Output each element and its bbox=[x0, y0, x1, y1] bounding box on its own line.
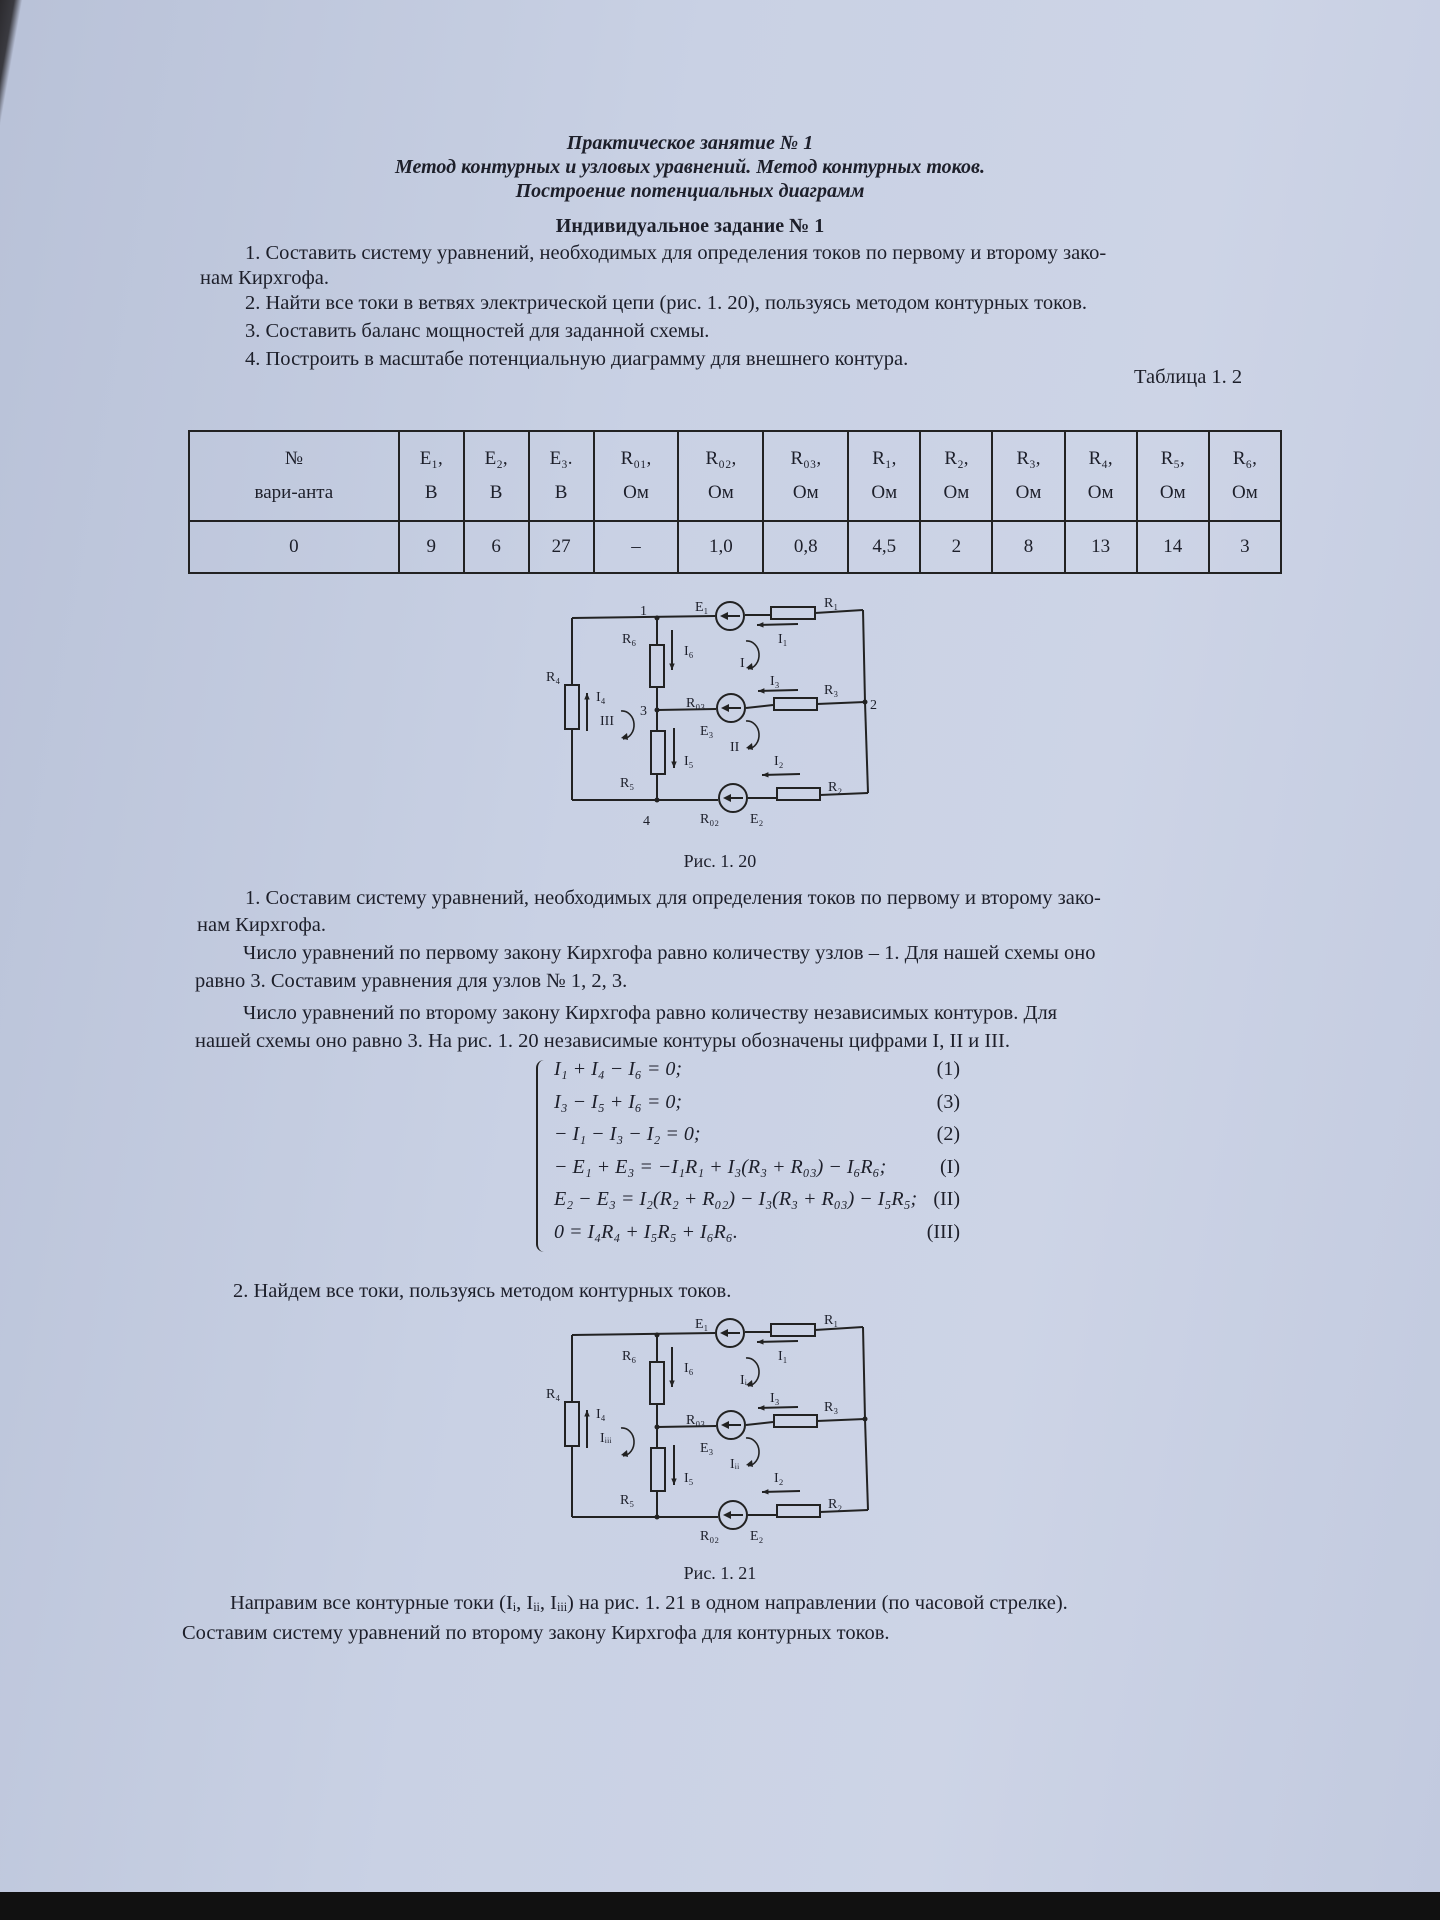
topic-line-1: Метод контурных и узловых уравнений. Метод контурных токов. bbox=[395, 156, 985, 178]
resistor-r3 bbox=[774, 698, 817, 710]
node-dot bbox=[655, 1425, 660, 1430]
resistor-r4 bbox=[565, 1402, 579, 1446]
circuit-diagram-1-21 bbox=[540, 1302, 900, 1552]
header-text: Ом bbox=[1159, 482, 1186, 503]
table-header-cell bbox=[594, 431, 679, 521]
label-i6: I₆ bbox=[684, 1361, 694, 1376]
table-cell: – bbox=[594, 521, 679, 573]
header-text: Ом bbox=[943, 482, 970, 503]
label-r5: R₅ bbox=[620, 776, 635, 791]
node-dot bbox=[655, 616, 660, 621]
wire bbox=[746, 705, 773, 708]
loop-direction-icon bbox=[746, 1438, 759, 1466]
equation-system bbox=[540, 1058, 960, 1253]
assignment-title: Индивидуальное задание № 1 bbox=[555, 215, 825, 237]
wire bbox=[815, 610, 863, 613]
figure-caption-1-21: Рис. 1. 21 bbox=[683, 1563, 757, 1583]
arrowhead-icon bbox=[621, 1450, 628, 1457]
header-text: Ом bbox=[1087, 482, 1114, 503]
table-row bbox=[189, 521, 1281, 573]
table-cell: 13 bbox=[1065, 521, 1137, 573]
table-header-cell bbox=[678, 431, 763, 521]
arrowhead-icon bbox=[746, 743, 753, 750]
equation-text: − E₁ + E₃ = −I₁R₁ + I₃(R₃ + R₀₃) − I₆R₆; bbox=[554, 1155, 887, 1178]
table-header-cell bbox=[1065, 431, 1137, 521]
label-r1: R₁ bbox=[824, 596, 839, 611]
equation-tag: (3) bbox=[936, 1090, 960, 1113]
resistor-r4 bbox=[565, 685, 579, 729]
equation-row bbox=[540, 1156, 960, 1189]
label-r1: R₁ bbox=[824, 1313, 839, 1328]
header-text: R₄, bbox=[1088, 448, 1113, 469]
table-header-cell bbox=[848, 431, 920, 521]
wire bbox=[817, 702, 865, 704]
arrowhead-icon bbox=[746, 1460, 753, 1467]
header-text: R₁, bbox=[872, 448, 897, 469]
table-cell: 2 bbox=[920, 521, 992, 573]
node-dot bbox=[655, 1515, 660, 1520]
arrowhead-icon bbox=[758, 1405, 765, 1410]
label-i5: I₅ bbox=[684, 1471, 694, 1486]
node-dot bbox=[655, 708, 660, 713]
table-cell: 6 bbox=[464, 521, 529, 573]
label-r3: R₃ bbox=[824, 683, 839, 698]
label-r2: R₂ bbox=[828, 780, 843, 795]
table-header-cell bbox=[529, 431, 594, 521]
label-r03: R₀₃ bbox=[686, 696, 706, 711]
header-text: В bbox=[424, 482, 438, 503]
arrowhead-icon bbox=[584, 693, 589, 699]
label-i3: I₃ bbox=[770, 1391, 780, 1406]
table-cell: 9 bbox=[399, 521, 464, 573]
arrowhead-icon bbox=[720, 612, 728, 620]
arrowhead-icon bbox=[669, 664, 674, 670]
label-r3: R₃ bbox=[824, 1400, 839, 1415]
label-r02: R₀₂ bbox=[700, 812, 720, 827]
wire bbox=[746, 1422, 773, 1425]
arrowhead-icon bbox=[723, 794, 731, 802]
resistor-r6 bbox=[650, 1362, 664, 1404]
table-cell: 27 bbox=[529, 521, 594, 573]
arrowhead-icon bbox=[671, 1479, 676, 1485]
header-text: Ом bbox=[1015, 482, 1042, 503]
resistor-r3 bbox=[774, 1415, 817, 1427]
label-r6: R₆ bbox=[622, 1349, 637, 1364]
section2-heading: 2. Найдем все токи, пользуясь методом контурных токов. bbox=[233, 1280, 732, 1302]
equation-text: I₃ − I₅ + I₆ = 0; bbox=[554, 1090, 682, 1113]
header-text: E₃. bbox=[549, 448, 573, 469]
arrowhead-icon bbox=[757, 622, 764, 627]
resistor-r2 bbox=[777, 788, 820, 800]
table-header-cell bbox=[464, 431, 529, 521]
equation-text: − I₁ − I₃ − I₂ = 0; bbox=[554, 1123, 701, 1145]
table-header-cell bbox=[763, 431, 848, 521]
task-2: 2. Найти все токи в ветвях электрической цепи (рис. 1. 20), пользуясь методом контурных токов. bbox=[245, 292, 1088, 314]
header-text: R₂, bbox=[944, 448, 969, 469]
wire bbox=[815, 1327, 863, 1330]
label-e2: E₂ bbox=[750, 1529, 764, 1544]
loop-direction-icon bbox=[746, 721, 759, 749]
task-3: 3. Составить баланс мощностей для заданной схемы. bbox=[245, 320, 710, 342]
header-text: № bbox=[284, 448, 303, 469]
table-caption: Таблица 1. 2 bbox=[1134, 366, 1243, 388]
equation-text: E₂ − E₃ = I₂(R₂ + R₀₂) − I₃(R₃ + R₀₃) − I₅R₅; bbox=[554, 1188, 918, 1210]
header-text: R₀₂, bbox=[705, 448, 737, 469]
arrowhead-icon bbox=[671, 762, 676, 768]
equation-tag: (II) bbox=[933, 1188, 960, 1210]
loop-direction-icon bbox=[621, 1428, 634, 1456]
header-text: R₆, bbox=[1232, 448, 1257, 469]
wire bbox=[863, 610, 865, 702]
label-l1: I bbox=[740, 656, 745, 671]
closing-line-1: Направим все контурные токи (Iᵢ, Iᵢᵢ, Iᵢᵢᵢ) на рис. 1. 21 в одном направлении (по часовой стрелке). bbox=[230, 1592, 1068, 1614]
table-header-cell bbox=[189, 431, 399, 521]
header-text: R₃, bbox=[1016, 448, 1041, 469]
table-header-cell bbox=[1209, 431, 1281, 521]
label-r02: R₀₂ bbox=[700, 1529, 720, 1544]
header-text: R₀₁, bbox=[620, 448, 652, 469]
label-l1: Iᵢ bbox=[740, 1373, 747, 1388]
label-e3: E₃ bbox=[700, 1441, 714, 1456]
header-text: E₁, bbox=[419, 448, 443, 469]
label-r6: R₆ bbox=[622, 632, 637, 647]
table-cell: 1,0 bbox=[678, 521, 763, 573]
section1-line-1: 1. Составим систему уравнений, необходимых для определения токов по первому и второму зако- bbox=[245, 887, 1101, 909]
arrowhead-icon bbox=[721, 704, 729, 712]
label-r4: R₄ bbox=[546, 1387, 561, 1402]
section1-line-3: Число уравнений по первому закону Кирхгофа равно количеству узлов – 1. Для нашей схемы оно bbox=[243, 942, 1096, 964]
arrowhead-icon bbox=[758, 688, 765, 693]
label-n3: 3 bbox=[640, 704, 647, 719]
label-l2: Iᵢᵢ bbox=[730, 1457, 740, 1472]
table-cell: 8 bbox=[992, 521, 1064, 573]
section1-line-4: равно 3. Составим уравнения для узлов № 1, 2, 3. bbox=[195, 970, 628, 992]
arrowhead-icon bbox=[720, 1329, 728, 1337]
figure-caption-1-20: Рис. 1. 20 bbox=[683, 851, 757, 871]
task-1: 1. Составить систему уравнений, необходимых для определения токов по первому и второму зако- bbox=[245, 242, 1107, 264]
label-r4: R₄ bbox=[546, 670, 561, 685]
node-dot bbox=[863, 1417, 868, 1422]
loop-direction-icon bbox=[746, 1358, 759, 1386]
header-text: В bbox=[554, 482, 568, 503]
wire bbox=[572, 1333, 715, 1335]
wire bbox=[865, 1419, 868, 1510]
arrowhead-icon bbox=[723, 1511, 731, 1519]
task-1-cont: нам Кирхгофа. bbox=[200, 267, 329, 289]
table-header-cell bbox=[1137, 431, 1209, 521]
resistor-r2 bbox=[777, 1505, 820, 1517]
arrowhead-icon bbox=[584, 1410, 589, 1416]
wire bbox=[865, 702, 868, 793]
resistor-r5 bbox=[651, 731, 665, 774]
lesson-title: Практическое занятие № 1 bbox=[566, 132, 814, 154]
equation-row bbox=[540, 1058, 960, 1091]
label-l3: Iᵢᵢᵢ bbox=[600, 1431, 612, 1446]
table-cell: 0 bbox=[189, 521, 399, 573]
arrowhead-icon bbox=[721, 1421, 729, 1429]
label-e1: E₁ bbox=[695, 1317, 709, 1332]
section1-line-5: Число уравнений по второму закону Кирхгофа равно количеству независимых контуров. Для bbox=[243, 1002, 1058, 1024]
table-header-cell bbox=[920, 431, 992, 521]
header-text: R₀₃, bbox=[790, 448, 822, 469]
header-text: E₂, bbox=[484, 448, 508, 469]
equation-tag: (I) bbox=[940, 1155, 960, 1178]
section1-line-6: нашей схемы оно равно 3. На рис. 1. 20 независимые контуры обозначены цифрами I, II и III. bbox=[195, 1030, 1010, 1052]
node-dot bbox=[655, 1333, 660, 1338]
variant-table bbox=[188, 430, 1282, 574]
header-text: Ом bbox=[1232, 482, 1258, 503]
arrowhead-icon bbox=[762, 1489, 769, 1494]
arrowhead-icon bbox=[621, 733, 628, 740]
header-text: Ом bbox=[623, 482, 649, 503]
equation-text: 0 = I₄R₄ + I₅R₅ + I₆R₆. bbox=[554, 1220, 738, 1243]
equation-row bbox=[540, 1123, 960, 1156]
table-cell: 0,8 bbox=[763, 521, 848, 573]
equation-text: I₁ + I₄ − I₆ = 0; bbox=[554, 1058, 682, 1080]
topic-line-2: Построение потенциальных диаграмм bbox=[515, 180, 865, 202]
closing-line-2: Составим систему уравнений по второму закону Кирхгофа для контурных токов. bbox=[182, 1622, 890, 1644]
loop-direction-icon bbox=[746, 641, 759, 669]
label-i5: I₅ bbox=[684, 754, 694, 769]
table-cell: 4,5 bbox=[848, 521, 920, 573]
task-4: 4. Построить в масштабе потенциальную диаграмму для внешнего контура. bbox=[245, 348, 909, 370]
table-header-cell bbox=[399, 431, 464, 521]
label-i4: I₄ bbox=[596, 1407, 606, 1422]
circuit-diagram-1-20 bbox=[540, 585, 900, 835]
photo-bottom-edge bbox=[0, 1892, 1440, 1920]
label-i3: I₃ bbox=[770, 674, 780, 689]
resistor-r1 bbox=[771, 607, 815, 619]
label-l3: III bbox=[600, 714, 614, 729]
arrowhead-icon bbox=[762, 772, 769, 777]
arrowhead-icon bbox=[746, 663, 753, 670]
wire bbox=[863, 1327, 865, 1419]
equation-tag: (2) bbox=[936, 1123, 960, 1145]
label-r03: R₀₃ bbox=[686, 1413, 706, 1428]
arrowhead-icon bbox=[746, 1380, 753, 1387]
header-text: R₅, bbox=[1160, 448, 1185, 469]
arrowhead-icon bbox=[757, 1339, 764, 1344]
label-i2: I₂ bbox=[774, 1471, 784, 1486]
table-cell: 3 bbox=[1209, 521, 1281, 573]
node-dot bbox=[863, 700, 868, 705]
label-e2: E₂ bbox=[750, 812, 764, 827]
label-n2: 2 bbox=[870, 698, 877, 713]
equation-row bbox=[540, 1188, 960, 1221]
label-l2: II bbox=[730, 740, 740, 755]
header-text: Ом bbox=[792, 482, 819, 503]
table-header-row bbox=[189, 431, 1281, 521]
equation-tag: (1) bbox=[936, 1058, 960, 1080]
equation-tag: (III) bbox=[926, 1220, 960, 1243]
equation-row bbox=[540, 1221, 960, 1254]
label-i1: I₁ bbox=[778, 1349, 788, 1364]
label-i4: I₄ bbox=[596, 690, 606, 705]
section1-line-2: нам Кирхгофа. bbox=[197, 914, 326, 936]
label-n4: 4 bbox=[643, 814, 650, 829]
table-header-cell bbox=[992, 431, 1064, 521]
header-text: В bbox=[489, 482, 503, 503]
header-text: Ом bbox=[871, 482, 898, 503]
node-dot bbox=[655, 798, 660, 803]
label-e1: E₁ bbox=[695, 600, 709, 615]
resistor-r5 bbox=[651, 1448, 665, 1491]
table-cell: 14 bbox=[1137, 521, 1209, 573]
label-e3: E₃ bbox=[700, 724, 714, 739]
arrowhead-icon bbox=[669, 1381, 674, 1387]
label-i6: I₆ bbox=[684, 644, 694, 659]
loop-direction-icon bbox=[621, 711, 634, 739]
wire bbox=[817, 1419, 865, 1421]
equation-row bbox=[540, 1091, 960, 1124]
resistor-r6 bbox=[650, 645, 664, 687]
resistor-r1 bbox=[771, 1324, 815, 1336]
label-n1: 1 bbox=[640, 604, 647, 619]
label-r5: R₅ bbox=[620, 1493, 635, 1508]
label-i2: I₂ bbox=[774, 754, 784, 769]
label-r2: R₂ bbox=[828, 1497, 843, 1512]
label-i1: I₁ bbox=[778, 632, 788, 647]
header-text: Ом bbox=[708, 482, 734, 503]
header-text: вари-анта bbox=[254, 482, 334, 503]
